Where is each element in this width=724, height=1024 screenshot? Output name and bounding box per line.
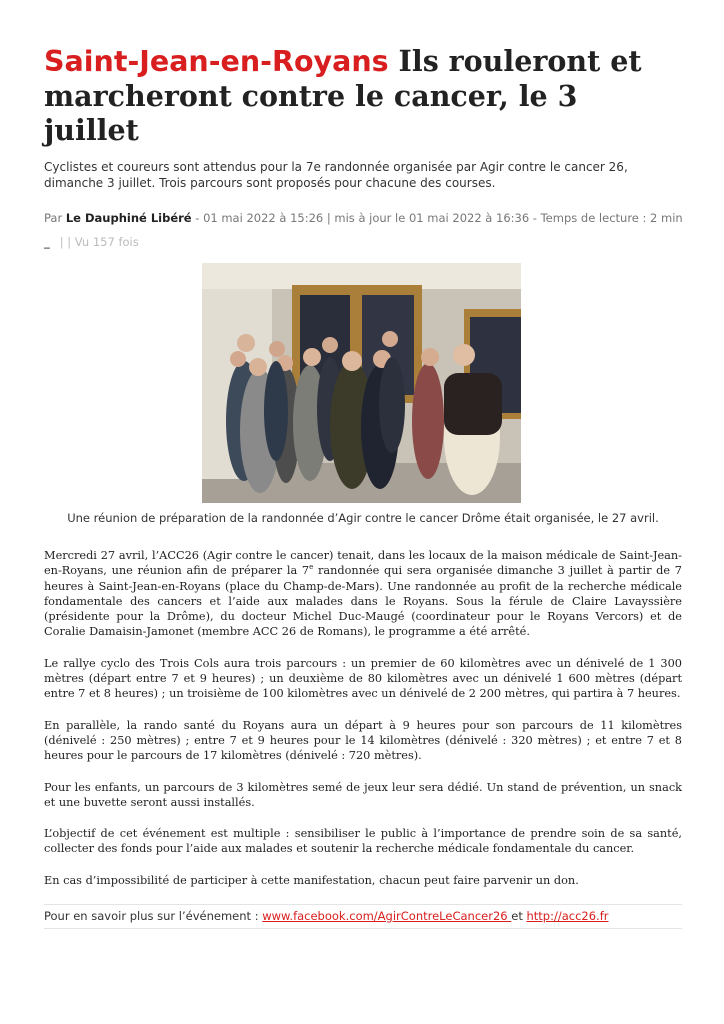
body-text: Mercredi 27 avril, l’ACC26 (Agir contre le cancer) tenait, dans les locaux de la maison médicale de Saint-Jean-en-Royans, une réunion afin de préparer la 7 bbox=[44, 549, 682, 578]
body-paragraph: L’objectif de cet événement est multiple : sensibiliser le public à l’importance de prendre soin de sa santé, collecter des fonds pour l’aide aux malades et soutenir la recherche médicale fondamentale du cancer. bbox=[44, 827, 682, 856]
more-info-prefix: Pour en savoir plus sur l’événement : bbox=[44, 909, 263, 924]
photo-caption: Une réunion de préparation de la randonnée d’Agir contre le cancer Drôme était organisée, le 27 avril. bbox=[67, 511, 659, 525]
article bbox=[44, 44, 682, 929]
article-body bbox=[44, 548, 682, 888]
body-paragraph: Pour les enfants, un parcours de 3 kilomètres semé de jeux leur sera dédié. Un stand de prévention, un snack et une buvette seront aussi installés. bbox=[44, 780, 682, 809]
meta-underscore: _ bbox=[44, 235, 50, 249]
body-paragraph: Le rallye cyclo des Trois Cols aura trois parcours : un premier de 60 kilomètres avec un dénivelé de 1 300 mètres (départ entre 7 et 9 heures) ; un deuxième de 80 kilomètres avec un dénivelé 1 600 mètres (départ entre 7 et 8 heures) ; un troisième de 100 kilomètres avec un dénivelé de 2 200 mètres, qui partira à 7 heures. bbox=[44, 656, 682, 701]
body-paragraph: En parallèle, la rando santé du Royans aura un départ à 9 heures pour son parcours de 11 kilomètres (dénivelé : 250 mètres) ; entre 7 et 9 heures pour le 14 kilomètres (dénivelé : 320 mètres) ; et entre 7 et 8 heures pour le parcours de 17 kilomètres (dénivelé : 720 mètres). bbox=[44, 718, 682, 763]
more-info-between: et bbox=[511, 909, 527, 924]
facebook-link[interactable]: www.facebook.com/AgirContreLeCancer26 bbox=[262, 909, 512, 924]
group-photo bbox=[202, 263, 521, 503]
headline-title: Ils rouleront et marcheront contre le cancer, le 3 juillet bbox=[44, 44, 642, 147]
superscript: e bbox=[309, 563, 314, 572]
byline bbox=[44, 211, 682, 226]
body-paragraph: En cas d’impossibilité de participer à cette manifestation, chacun peut faire parvenir un don. bbox=[44, 873, 579, 887]
byline-dates: - 01 mai 2022 à 15:26 | mis à jour le 01 mai 2022 à 16:36 - Temps de lecture : 2 min bbox=[191, 211, 683, 225]
headline bbox=[44, 44, 682, 147]
article-meta bbox=[44, 235, 682, 249]
byline-source[interactable]: Le Dauphiné Libéré bbox=[65, 211, 192, 225]
body-text: randonnée qui sera organisée dimanche 3 juillet à partir de 7 heures à Saint-Jean-en-Royans (place du Champ-de-Mars). Une randonnée au profit de la recherche médicale fondamentale des cancers et l’aide aux malades dans le Royans. Sous la férule de Claire Lavayssière (présidente pour la Drôme), du docteur Michel Duc-Maugé (coordinateur pour le Royans Vercors) et de Coralie Damaisin-Jamonet (membre ACC 26 de Romans), le programme a été arrêté. bbox=[44, 564, 682, 639]
view-count: | | Vu 157 fois bbox=[59, 235, 139, 249]
headline-location: Saint-Jean-en-Royans bbox=[44, 45, 389, 78]
more-info-bar bbox=[44, 904, 682, 929]
body-paragraph bbox=[44, 548, 682, 640]
website-link[interactable]: http://acc26.fr bbox=[526, 909, 609, 924]
byline-prefix: Par bbox=[44, 211, 66, 225]
lead-paragraph: Cyclistes et coureurs sont attendus pour la 7e randonnée organisée par Agir contre le cancer 26, dimanche 3 juillet. Trois parcours sont proposés pour chacune des courses. bbox=[44, 160, 628, 190]
